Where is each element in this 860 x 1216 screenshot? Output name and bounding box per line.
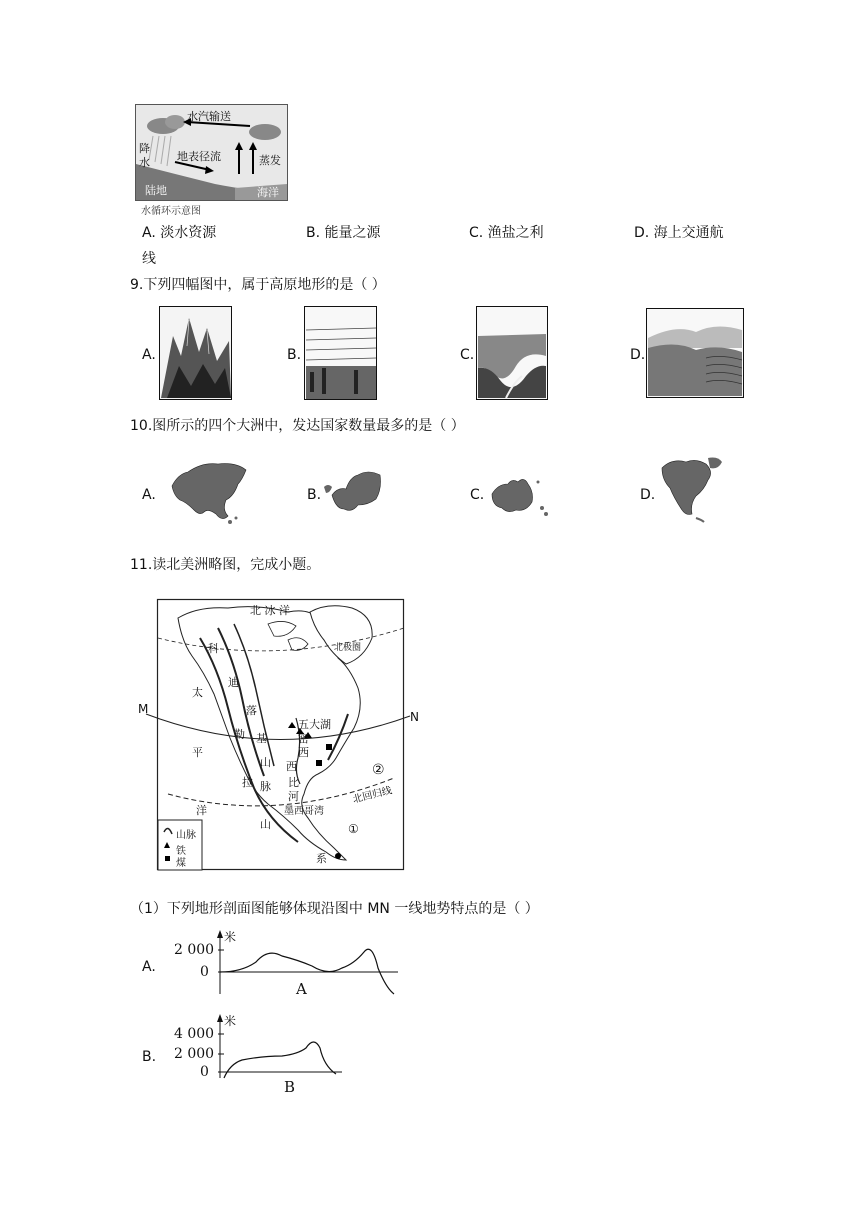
profile-b-tick-2000: 2 000 <box>174 1046 215 1062</box>
q8-option-b: B. 能量之源 <box>306 225 381 241</box>
map-label-kori-4: 拉 <box>242 776 253 789</box>
map-label-great-lakes: 五大湖 <box>298 718 331 731</box>
q9-image-d-hills <box>646 308 744 398</box>
q9-image-a-mountains <box>159 306 232 400</box>
map-label-m: M <box>138 702 149 716</box>
map-label-pacific-2: 平 <box>192 746 203 759</box>
legend-coal: 煤 <box>176 858 186 869</box>
map-label-kori-1: 科 <box>208 642 219 655</box>
q8-option-a: A. 淡水资源 <box>142 225 217 241</box>
label-precip-2: 水 <box>139 156 150 169</box>
q10-label-d: D. <box>640 487 656 503</box>
q11-text: 11.读北美洲略图，完成小题。 <box>130 557 321 573</box>
map-label-rocky-4: 脉 <box>260 780 271 793</box>
map-label-kori-2: 迪 <box>228 676 239 689</box>
map-label-tropic: 北回归线 <box>351 785 394 806</box>
q8-option-d-wrap: 线 <box>142 251 156 267</box>
map-label-system-1: 山 <box>260 818 271 831</box>
profile-a-chart <box>172 928 404 1002</box>
profile-b-chart <box>172 1012 348 1098</box>
map-label-miss-3: 西 <box>286 760 297 773</box>
label-runoff: 地表径流 <box>177 150 221 163</box>
q10-europe-map <box>322 465 384 517</box>
map-label-kori-3: 勒 <box>234 728 245 741</box>
map-label-pacific-1: 太 <box>192 686 203 699</box>
map-label-miss-4: 比 <box>288 776 299 789</box>
label-ocean: 海洋 <box>257 186 279 199</box>
q10-oceania-map <box>486 470 550 520</box>
label-evaporation: 蒸发 <box>259 154 281 167</box>
q11-sub1-text: （1）下列地形剖面图能够体现沿图中 MN 一线地势特点的是（ ） <box>130 901 539 917</box>
q9-label-c: C. <box>460 347 475 363</box>
map-label-miss-5: 河 <box>288 790 299 803</box>
profile-b-label: B. <box>142 1049 157 1065</box>
label-land: 陆地 <box>145 184 167 197</box>
legend-iron: 铁 <box>176 846 186 857</box>
map-label-rocky-3: 山 <box>260 756 271 769</box>
q9-label-d: D. <box>630 347 646 363</box>
q9-text: 9.下列四幅图中，属于高原地形的是（ ） <box>130 277 386 293</box>
map-label-miss-2: 西 <box>298 746 309 759</box>
map-label-circle-2: ② <box>372 762 385 778</box>
map-label-arctic: 北 冰 洋 <box>250 604 290 617</box>
map-label-n: N <box>410 710 419 724</box>
profile-b-tick-4000: 4 000 <box>174 1026 215 1042</box>
q9-label-b: B. <box>287 347 302 363</box>
profile-a-unit: 米 <box>224 930 237 944</box>
profile-b-unit: 米 <box>224 1014 237 1028</box>
q10-text: 10.图所示的四个大洲中，发达国家数量最多的是（ ） <box>130 418 465 434</box>
map-label-arctic-circle: 北极圈 <box>334 643 362 653</box>
north-america-map <box>138 598 428 872</box>
map-label-system-2: 系 <box>316 852 327 865</box>
figure-caption: 水循环示意图 <box>141 206 201 217</box>
map-label-circle-1: ① <box>348 822 359 836</box>
cloud-right-icon <box>249 124 281 140</box>
map-label-rocky-1: 落 <box>246 704 257 717</box>
q10-label-c: C. <box>470 487 485 503</box>
q9-label-a: A. <box>142 347 156 363</box>
map-label-miss-1: 密 <box>298 732 309 745</box>
profile-a-label: A. <box>142 959 156 975</box>
profile-a-tick-0: 0 <box>200 964 209 980</box>
q10-label-a: A. <box>142 487 156 503</box>
label-water-vapor-transport: 水汽输送 <box>187 110 231 123</box>
legend-mountain: 山脉 <box>176 830 196 841</box>
water-cycle-figure <box>135 104 288 216</box>
q9-image-c-plateau <box>476 306 548 400</box>
map-label-gulf: 墨西哥湾 <box>284 806 324 817</box>
profile-a-tick-2000: 2 000 <box>174 942 215 958</box>
q8-option-d: D. 海上交通航 <box>634 225 724 241</box>
profile-b-caption: B <box>284 1078 296 1096</box>
profile-b-tick-0: 0 <box>200 1064 209 1080</box>
q9-image-b-plain <box>304 306 377 400</box>
q10-north-america-map <box>656 454 728 524</box>
q8-option-c: C. 渔盐之利 <box>469 225 544 241</box>
profile-a-caption: A <box>296 980 307 998</box>
q10-asia-map <box>168 456 248 528</box>
map-label-rocky-2: 基 <box>256 732 267 745</box>
label-precip-1: 降 <box>139 142 150 155</box>
q10-label-b: B. <box>307 487 322 503</box>
map-label-pacific-3: 洋 <box>196 804 207 817</box>
